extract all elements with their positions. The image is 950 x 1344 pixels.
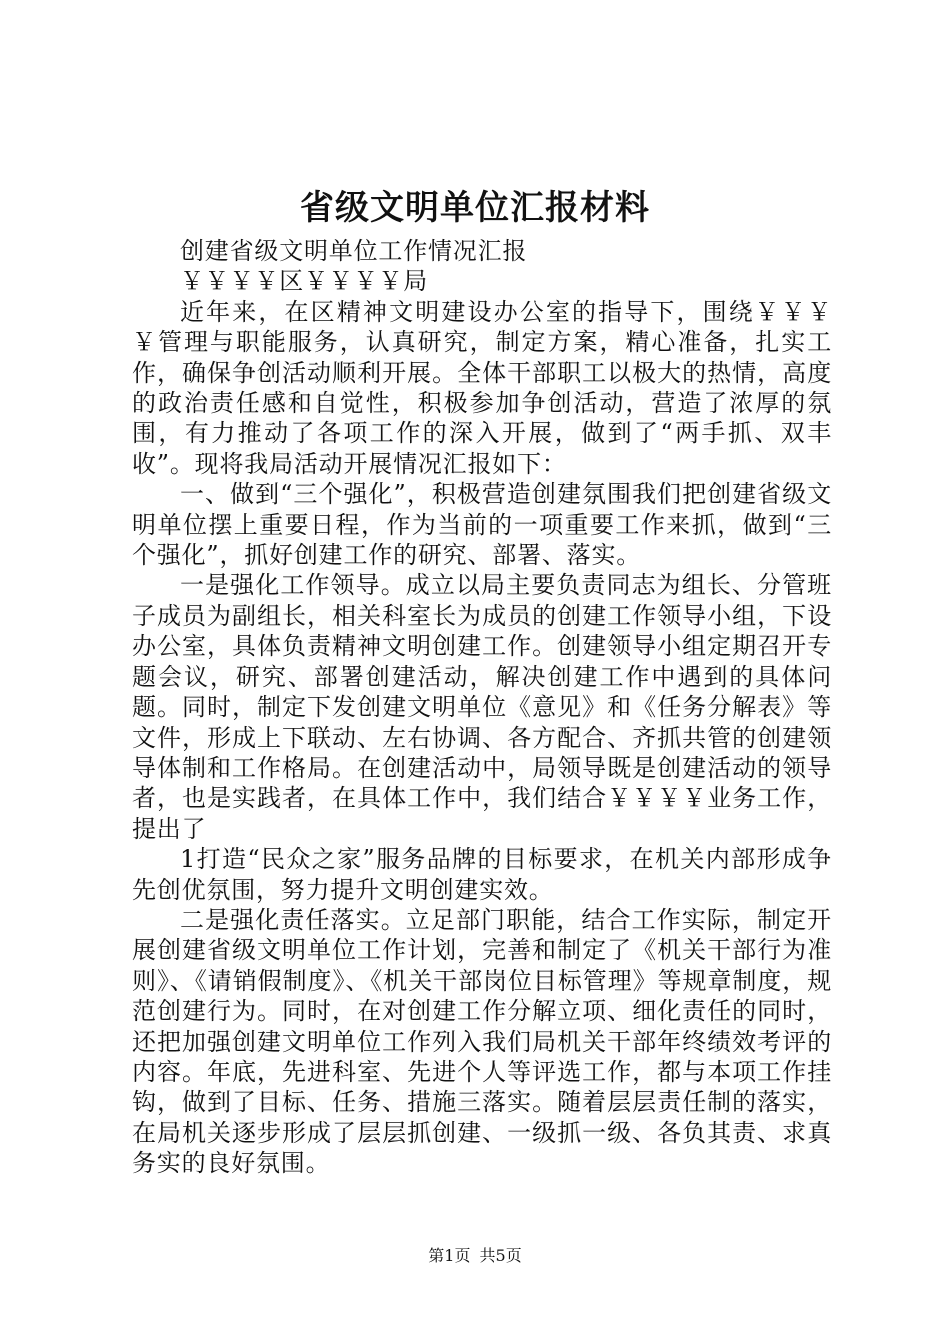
brand-goal-paragraph: 1打造“民众之家”服务品牌的目标要求，在机关内部形成争先创优氛围，努力提升文明创建实效。	[132, 845, 832, 904]
page-total: 共5页	[479, 1246, 522, 1265]
leadership-paragraph: 一是强化工作领导。成立以局主要负责同志为组长、分管班子成员为副组长，相关科室长为成员的创建工作领导小组，下设办公室，具体负责精神文明创建工作。创建领导小组定期召开专题会议，研究、部署创建活动，解决创建工作中遇到的具体问题。同时，制定下发创建文明单位《意见》和《任务分解表》等文件，形成上下联动、左右协调、各方配合、齐抓共管的创建领导体制和工作格局。在创建活动中，局领导既是创建活动的领导者，也是实践者，在具体工作中，我们结合￥￥￥￥业务工作，提出了	[132, 571, 832, 843]
document-body	[132, 236, 832, 1179]
page-number: 第1页	[428, 1246, 471, 1265]
responsibility-paragraph: 二是强化责任落实。立足部门职能，结合工作实际，制定开展创建省级文明单位工作计划，完善和制定了《机关干部行为准则》、《请销假制度》、《机关干部岗位目标管理》等规章制度，规范创建行为。同时，在对创建工作分解立项、细化责任的同时，还把加强创建文明单位工作列入我们局机关干部年终绩效考评的内容。年底，先进科室、先进个人等评选工作，都与本项工作挂钩，做到了目标、任务、措施三落实。随着层层责任制的落实，在局机关逐步形成了层层抓创建、一级抓一级、各负其责、求真务实的良好氛围。	[132, 905, 832, 1178]
page-footer	[0, 1244, 950, 1268]
document-title: 省级文明单位汇报材料	[300, 188, 650, 228]
intro-paragraph: 近年来，在区精神文明建设办公室的指导下，围绕￥￥￥￥管理与职能服务，认真研究，制定方案，精心准备，扎实工作，确保争创活动顺利开展。全体干部职工以极大的热情，高度的政治责任感和自觉性，积极参加争创活动，营造了浓厚的氛围，有力推动了各项工作的深入开展，做到了“两手抓、双丰收”。现将我局活动开展情况汇报如下：	[132, 297, 832, 478]
report-subtitle: 创建省级文明单位工作情况汇报	[180, 237, 528, 265]
section-one-paragraph: 一、做到“三个强化”，积极营造创建氛围我们把创建省级文明单位摆上重要日程，作为当前的一项重要工作来抓，做到“三个强化”，抓好创建工作的研究、部署、落实。	[132, 480, 832, 570]
report-issuer: ￥￥￥￥区￥￥￥￥局	[180, 267, 428, 296]
